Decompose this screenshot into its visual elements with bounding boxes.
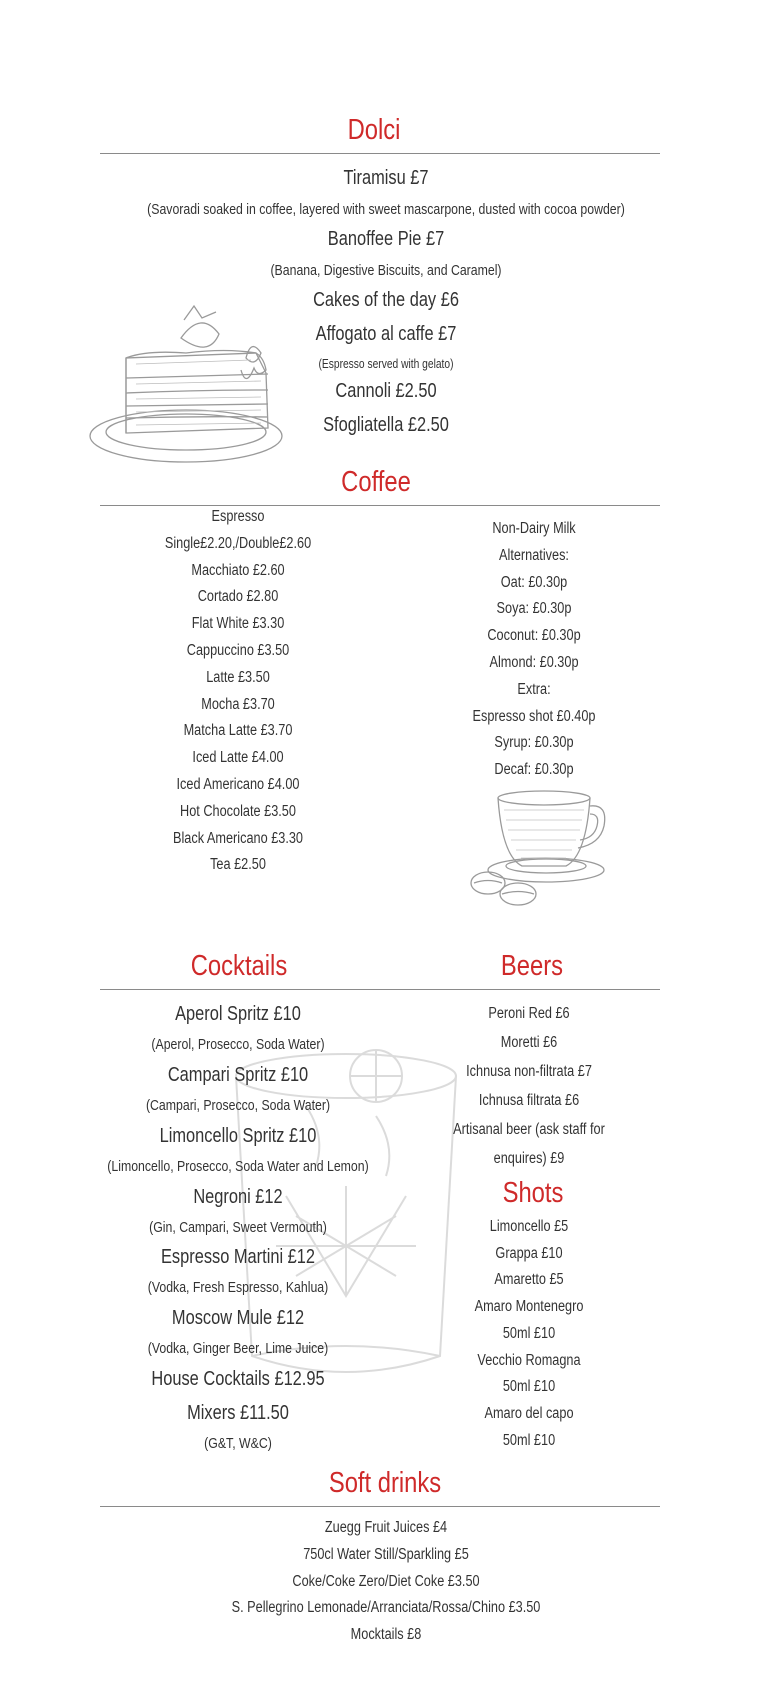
dolci-item-desc: (Savoradi soaked in coffee, layered with sweet mascarpone, dusted with cocoa powder)	[147, 201, 625, 218]
soft-drink-item: Coke/Coke Zero/Diet Coke £3.50	[292, 1572, 480, 1590]
beer-item: Artisanal beer (ask staff for	[453, 1121, 605, 1138]
soft-drinks-divider	[100, 1506, 660, 1507]
soft-drink-item: Zuegg Fruit Juices £4	[324, 1519, 448, 1536]
extra-item: Decaf: £0.30p	[494, 761, 574, 779]
coffee-item: Black Americano £3.30	[172, 829, 304, 847]
cocktail-item-name: Limoncello Spritz £10	[159, 1125, 317, 1147]
coffee-item: Iced Latte £4.00	[192, 749, 284, 767]
cocktail-item-name: Mixers £11.50	[187, 1402, 289, 1424]
soft-drink-item: S. Pellegrino Lemonade/Arranciata/Rossa/Chino £3.50	[231, 1599, 541, 1617]
cocktail-item-name: Moscow Mule £12	[171, 1307, 305, 1329]
coffee-item: Flat White £3.30	[191, 615, 285, 633]
shot-item: Amaro Montenegro	[474, 1298, 584, 1316]
coffee-heading: Coffee	[341, 466, 411, 498]
coffee-divider	[100, 505, 660, 506]
shot-item: Vecchio Romagna	[477, 1351, 581, 1369]
coffee-item: Cortado £2.80	[197, 588, 279, 606]
cocktail-item-desc: (Vodka, Ginger Beer, Lime Juice)	[147, 1340, 329, 1357]
coffee-cup-illustration	[466, 786, 608, 908]
cocktail-item-desc: (G&T, W&C)	[204, 1435, 272, 1452]
dolci-item-name: Sfogliatella £2.50	[323, 414, 449, 436]
shot-item: 50ml £10	[502, 1431, 556, 1449]
coffee-item: Latte £3.50	[206, 668, 270, 686]
dolci-item-name: Cakes of the day £6	[313, 289, 459, 311]
dolci-divider	[100, 153, 660, 154]
coffee-item: Hot Chocolate £3.50	[180, 802, 296, 820]
shot-item: Amaretto £5	[494, 1271, 564, 1289]
cocktail-item-desc: (Vodka, Fresh Espresso, Kahlua)	[147, 1279, 329, 1296]
extra-item: Non-Dairy Milk	[492, 520, 576, 537]
cocktail-item-desc: (Limoncello, Prosecco, Soda Water and Lemon)	[107, 1158, 369, 1175]
beer-item: Peroni Red £6	[488, 1005, 570, 1022]
dolci-item-name: Tiramisu £7	[343, 167, 429, 189]
cake-slice-illustration	[86, 298, 306, 476]
soft-drink-item: Mocktails £8	[350, 1626, 422, 1644]
coffee-item: Cappuccino £3.50	[186, 642, 290, 659]
beers-heading: Beers	[500, 950, 564, 982]
cocktail-item-desc: (Campari, Prosecco, Soda Water)	[145, 1097, 331, 1114]
cocktail-item-name: Negroni £12	[193, 1186, 283, 1208]
beer-item: Moretti £6	[500, 1034, 558, 1051]
shot-item: Amaro del capo	[484, 1404, 574, 1422]
extra-item: Alternatives:	[499, 546, 569, 564]
dolci-item-name: Banoffee Pie £7	[327, 228, 445, 250]
cocktail-item-name: House Cocktails £12.95	[151, 1368, 325, 1390]
cocktail-item-desc: (Gin, Campari, Sweet Vermouth)	[149, 1219, 327, 1236]
extra-item: Almond: £0.30p	[489, 654, 579, 671]
shot-item: Grappa £10	[495, 1244, 563, 1262]
beer-item: Ichnusa filtrata £6	[478, 1092, 580, 1109]
dolci-item-desc: (Banana, Digestive Biscuits, and Caramel)	[270, 262, 502, 279]
cocktail-item-name: Campari Spritz £10	[167, 1064, 309, 1086]
dolci-heading: Dolci	[347, 114, 401, 146]
dolci-item-name: Cannoli £2.50	[335, 380, 437, 402]
beer-item: Ichnusa non-filtrata £7	[466, 1063, 592, 1080]
coffee-item: Mocha £3.70	[201, 695, 275, 713]
extra-item: Espresso shot £0.40p	[472, 707, 596, 725]
cocktail-item-name: Aperol Spritz £10	[175, 1003, 301, 1025]
cocktails-heading: Cocktails	[190, 950, 288, 982]
dolci-item-desc: (Espresso served with gelato)	[318, 357, 454, 371]
shots-heading: Shots	[502, 1177, 564, 1209]
soft-drink-item: 750cl Water Still/Sparkling £5	[303, 1545, 469, 1563]
cocktail-item-name: Espresso Martini £12	[160, 1246, 316, 1268]
coffee-item: Matcha Latte £3.70	[183, 722, 293, 740]
extra-item: Extra:	[517, 680, 551, 698]
extra-item: Coconut: £0.30p	[487, 627, 581, 645]
extra-item: Soya: £0.30p	[496, 600, 572, 618]
beer-item: enquires) £9	[493, 1150, 565, 1167]
dolci-item-name: Affogato al caffe £7	[315, 323, 457, 345]
soft-drinks-heading: Soft drinks	[328, 1467, 442, 1499]
shot-item: Limoncello £5	[489, 1218, 569, 1235]
coffee-item: Iced Americano £4.00	[176, 776, 300, 793]
extra-item: Oat: £0.30p	[500, 573, 568, 591]
cocktail-item-desc: (Aperol, Prosecco, Soda Water)	[151, 1036, 325, 1053]
coffee-item: Single£2.20,/Double£2.60	[164, 534, 312, 552]
cocktails-beers-divider	[100, 989, 660, 990]
coffee-item: Macchiato £2.60	[191, 561, 285, 579]
coffee-item: Tea £2.50	[210, 856, 266, 874]
shot-item: 50ml £10	[502, 1378, 556, 1396]
coffee-item: Espresso	[211, 508, 265, 525]
extra-item: Syrup: £0.30p	[494, 734, 574, 752]
shot-item: 50ml £10	[502, 1324, 556, 1342]
